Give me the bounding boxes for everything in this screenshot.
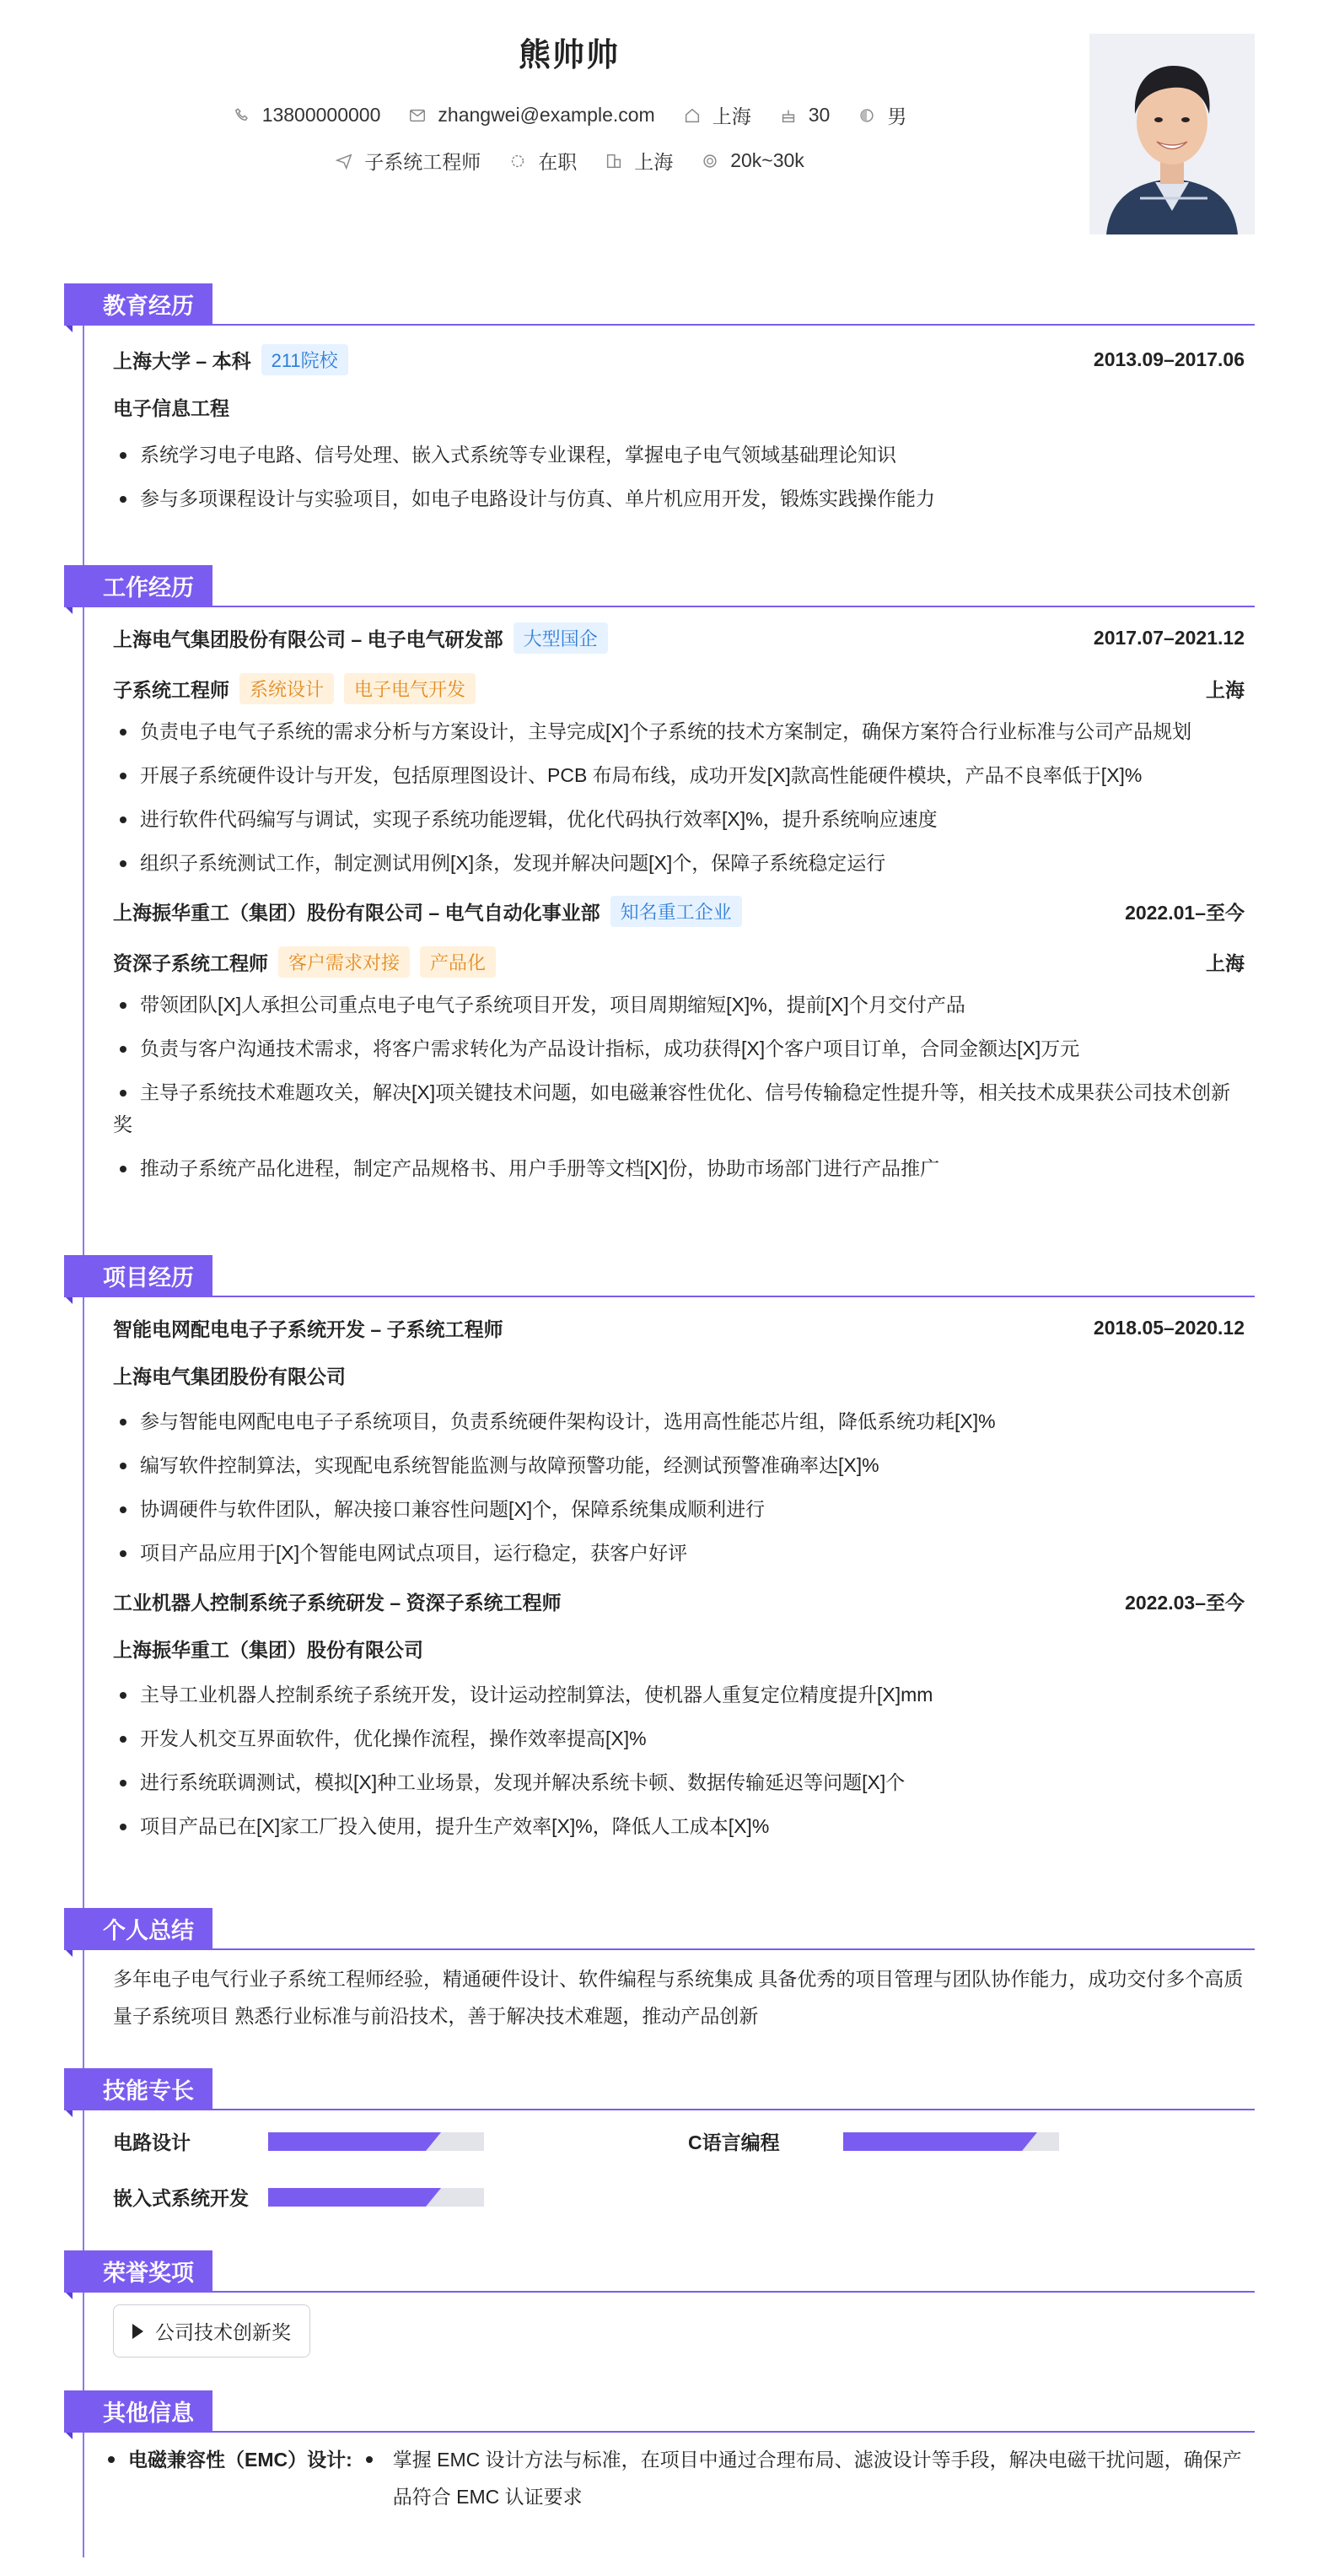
phone-item [232,104,381,127]
project-title: 工业机器人控制系统子系统研发 – 资深子系统工程师 [113,1591,562,1614]
role-tag: 系统设计 [239,673,334,704]
major: 电子信息工程 [113,397,229,419]
skill-item [113,2127,484,2155]
company-name: 上海电气集团股份有限公司 – 电子电气研发部 [113,628,503,650]
age-text: 30 [808,104,831,126]
skill-item [688,2127,1059,2155]
education-title: 教育经历 [64,283,212,324]
list-item: 项目产品已在[X]家工厂投入使用，提升生产效率[X]%，降低人工成本[X]% [113,1810,1245,1842]
education-period: 2013.09–2017.06 [1093,348,1245,370]
home-icon [682,105,702,126]
phone-icon [232,105,252,126]
list-item: 进行软件代码编写与调试，实现子系统功能逻辑，优化代码执行效率[X]%，提升系统响应速度 [113,803,1245,835]
project-period: 2022.03–至今 [1125,1591,1245,1614]
list-item: 主导子系统技术难题攻关，解决[X]项关键技术问题，如电磁兼容性优化、信号传输稳定性提升等，相关技术成果获公司技术创新奖 [113,1076,1245,1140]
school-name: 上海大学 – 本科 [113,349,251,372]
work-city: 上海 [1206,951,1245,974]
list-item: 负责电子电气子系统的需求分析与方案设计，主导完成[X]个子系统的技术方案制定，确保方案符合行业标准与公司产品规划 [113,715,1245,747]
list-item: 负责与客户沟通技术需求，将客户需求转化为产品设计指标，成功获得[X]个客户项目订单，合同金额达[X]万元 [113,1032,1245,1064]
email-item [407,104,654,127]
list-item: 系统学习电子电路、信号处理、嵌入式系统等专业课程，掌握电子电气领域基础理论知识 [113,439,1245,471]
company-tag: 知名重工企业 [610,896,742,927]
list-item: 编写软件控制算法，实现配电系统智能监测与故障预警功能，经测试预警准确率达[X]% [113,1449,1245,1481]
award-text: 公司技术创新奖 [155,2321,291,2343]
honors-section [64,2250,1255,2358]
summary-text: 多年电子电气行业子系统工程师经验，精通硬件设计、软件编程与系统集成 具备优秀的项目管理与团队协作能力，成功交付多个高质量子系统项目 熟悉行业标准与前沿技术，善于解决技术难题，推动产品创新 [113,1968,1244,2027]
other-title: 其他信息 [64,2390,212,2431]
skill-name: C语言编程 [688,2131,780,2153]
caret-right-icon [132,2324,143,2339]
role-tag: 电子电气开发 [344,673,476,704]
salary-item [700,149,804,172]
candidate-name: 熊帅帅 [518,38,620,73]
work-period: 2022.01–至今 [1125,901,1245,924]
list-item: 参与多项课程设计与实验项目，如电子电路设计与仿真、单片机应用开发，锻炼实践操作能力 [113,482,1245,515]
status-item [508,147,577,175]
gender-icon [857,105,877,126]
project-company: 上海振华重工（集团）股份有限公司 [113,1639,423,1661]
other-value: 掌握 EMC 设计方法与标准，在项目中通过合理布局、滤波设计等手段，解决电磁干扰问题，确保产品符合 EMC 认证要求 [352,2441,1245,2515]
skill-name: 电路设计 [113,2131,191,2153]
other-section [64,2390,1255,2515]
school-tag: 211院校 [261,344,348,375]
building-icon [604,151,624,171]
mail-icon [407,105,428,126]
list-item: 进行系统联调测试，模拟[X]种工业场景，发现并解决系统卡顿、数据传输延迟等问题[X]个 [113,1766,1245,1798]
paper-plane-icon [334,151,354,171]
status-icon [508,151,528,171]
list-item: 带领团队[X]人承担公司重点电子电气子系统项目开发，项目周期缩短[X]%，提前[X]个月交付产品 [113,989,1245,1021]
gender-text: 男 [887,105,907,127]
work-section [64,565,1255,1184]
location-item [682,101,751,129]
company-name: 上海振华重工（集团）股份有限公司 – 电气自动化事业部 [113,901,600,924]
skills-title: 技能专长 [64,2068,212,2109]
city-text: 上海 [634,151,674,173]
project-title: 智能电网配电电子子系统开发 – 子系统工程师 [113,1318,503,1340]
job-title-text: 子系统工程师 [364,151,481,173]
skill-item [113,2183,484,2211]
projects-section [64,1255,1255,1842]
summary-section [64,1908,1255,2034]
other-key: 电磁兼容性（EMC）设计: [101,2441,352,2515]
role-tag: 产品化 [420,946,496,978]
projects-title: 项目经历 [64,1255,212,1296]
cake-icon [778,105,799,126]
email-text: zhangwei@example.com [438,104,655,126]
phone-text: 13800000000 [261,104,381,126]
list-item: 推动子系统产品化进程，制定产品规格书、用户手册等文档[X]份，协助市场部门进行产品推广 [113,1152,1245,1184]
project-period: 2018.05–2020.12 [1093,1316,1245,1339]
skill-bar [268,2132,484,2151]
role-name: 资深子系统工程师 [113,951,268,974]
skill-bar [843,2132,1059,2151]
award-item[interactable] [113,2304,310,2358]
project-company: 上海电气集团股份有限公司 [113,1366,346,1388]
role-name: 子系统工程师 [113,678,229,701]
skill-name: 嵌入式系统开发 [113,2187,249,2209]
work-city: 上海 [1206,678,1245,701]
job-intent-row [0,147,1138,175]
skills-section [64,2068,1255,2237]
list-item: 组织子系统测试工作，制定测试用例[X]条，发现并解决问题[X]个，保障子系统稳定运行 [113,847,1245,879]
work-period: 2017.07–2021.12 [1093,626,1245,649]
list-item: 开展子系统硬件设计与开发，包括原理图设计、PCB 布局布线，成功开发[X]款高性能硬件模块，产品不良率低于[X]% [113,759,1245,791]
honors-title: 荣誉奖项 [64,2250,212,2291]
salary-text: 20k~30k [730,149,804,171]
list-item: 协调硬件与软件团队，解决接口兼容性问题[X]个，保障系统集成顺利进行 [113,1493,1245,1525]
city-item [604,147,673,175]
job-title-item [334,147,481,175]
company-tag: 大型国企 [514,622,608,654]
status-text: 在职 [538,151,578,173]
age-item [778,104,831,127]
summary-title: 个人总结 [64,1908,212,1948]
coin-icon [700,151,720,171]
location-text: 上海 [712,105,751,127]
skill-bar [268,2188,484,2207]
list-item: 开发人机交互界面软件，优化操作流程，操作效率提高[X]% [113,1722,1245,1754]
list-item: 项目产品应用于[X]个智能电网试点项目，运行稳定，获客户好评 [113,1537,1245,1569]
contact-row [0,101,1138,129]
role-tag: 客户需求对接 [278,946,410,978]
other-item [101,2441,1245,2515]
list-item: 参与智能电网配电电子子系统项目，负责系统硬件架构设计，选用高性能芯片组，降低系统功耗[X]% [113,1405,1245,1437]
education-section [64,283,1255,515]
profile-photo [1089,34,1255,234]
gender-item [857,101,906,129]
work-title: 工作经历 [64,565,212,606]
list-item: 主导工业机器人控制系统子系统开发，设计运动控制算法，使机器人重复定位精度提升[X]mm [113,1679,1245,1711]
